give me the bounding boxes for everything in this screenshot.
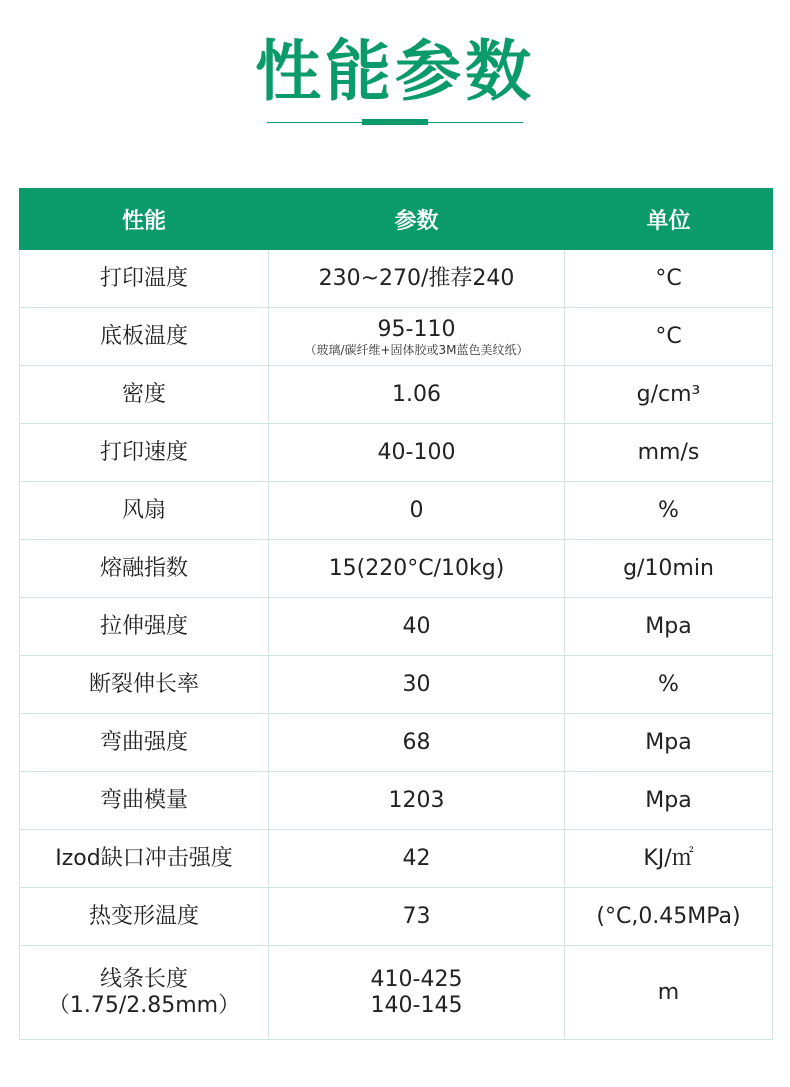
header-unit: 单位: [565, 189, 773, 250]
table-header-row: [20, 189, 773, 250]
table-row: [20, 714, 773, 772]
row-unit: Mpa: [565, 598, 773, 656]
title-underline-accent: [362, 119, 428, 125]
row-property-subline: （1.75/2.85mm）: [47, 992, 241, 1018]
row-property: 熔融指数: [20, 540, 269, 598]
row-value-cell: [269, 308, 565, 366]
row-value: 40-100: [269, 424, 565, 482]
table-row: [20, 598, 773, 656]
row-value: 1203: [269, 772, 565, 830]
row-property: 断裂伸长率: [20, 656, 269, 714]
row-value-subline: 140-145: [370, 992, 463, 1018]
page-title: 性能参数: [255, 33, 535, 110]
table-row: [20, 482, 773, 540]
row-unit: (°C,0.45MPa): [565, 888, 773, 946]
row-value: 410-425: [370, 966, 463, 992]
row-unit: mm/s: [565, 424, 773, 482]
table-row: [20, 830, 773, 888]
row-value: 68: [269, 714, 565, 772]
row-unit: %: [565, 656, 773, 714]
row-property: 弯曲强度: [20, 714, 269, 772]
row-property: 底板温度: [20, 308, 269, 366]
row-value: 40: [269, 598, 565, 656]
row-unit: Mpa: [565, 714, 773, 772]
row-property: 拉伸强度: [20, 598, 269, 656]
table-row: [20, 772, 773, 830]
row-value: 73: [269, 888, 565, 946]
row-value-cell: [269, 946, 565, 1040]
row-unit: °C: [565, 250, 773, 308]
row-property: 密度: [20, 366, 269, 424]
row-unit: %: [565, 482, 773, 540]
row-value: 95-110: [377, 316, 456, 342]
row-value-note: （玻璃/碳纤维+固体胶或3M蓝色美纹纸）: [304, 342, 529, 357]
row-property: 线条长度: [99, 966, 188, 992]
table-row: [20, 366, 773, 424]
row-unit: m: [565, 946, 773, 1040]
row-property: 风扇: [20, 482, 269, 540]
row-value: 15(220°C/10kg): [269, 540, 565, 598]
row-unit: °C: [565, 308, 773, 366]
table-row: [20, 946, 773, 1040]
row-value: 0: [269, 482, 565, 540]
header-property: 性能: [20, 189, 269, 250]
parameters-table: [19, 188, 773, 1040]
table-row: [20, 424, 773, 482]
row-property: 打印速度: [20, 424, 269, 482]
table-row: [20, 540, 773, 598]
row-property: 打印温度: [20, 250, 269, 308]
row-property-cell: [20, 946, 269, 1040]
row-value: 30: [269, 656, 565, 714]
table-row: [20, 656, 773, 714]
row-value: 1.06: [269, 366, 565, 424]
row-property: Izod缺口冲击强度: [20, 830, 269, 888]
row-value: 42: [269, 830, 565, 888]
row-unit: KJ/㎡: [565, 830, 773, 888]
row-unit: g/cm³: [565, 366, 773, 424]
header-value: 参数: [269, 189, 565, 250]
table-row: [20, 888, 773, 946]
row-property: 弯曲模量: [20, 772, 269, 830]
row-value: 230~270/推荐240: [269, 250, 565, 308]
row-unit: Mpa: [565, 772, 773, 830]
table-row: [20, 308, 773, 366]
row-property: 热变形温度: [20, 888, 269, 946]
row-unit: g/10min: [565, 540, 773, 598]
table-row: [20, 250, 773, 308]
